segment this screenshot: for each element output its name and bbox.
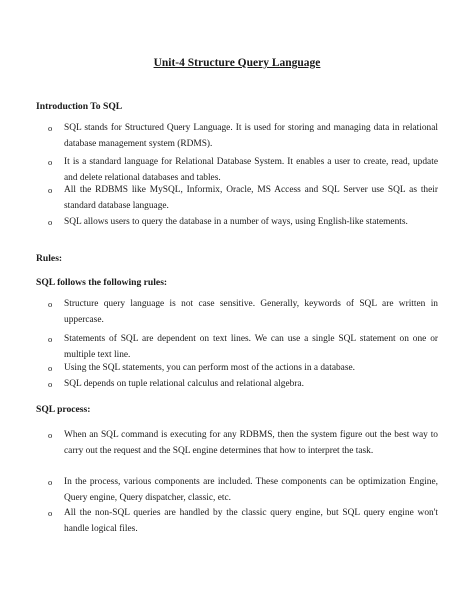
list-item-text: When an SQL command is executing for any RDBMS, then the system figure out the best way to carry out the request and the SQL engine determines that how to interpret the task. [64, 430, 438, 457]
list-item [36, 331, 438, 364]
bullet-marker: o [48, 363, 53, 373]
section-heading-rules: Rules: [36, 253, 63, 264]
list-item [36, 214, 438, 230]
list-item-text: All the non-SQL queries are handled by the classic query engine, but SQL query engine won't handle logical files. [64, 508, 438, 535]
list-item [36, 376, 438, 392]
section-heading-process: SQL process: [36, 404, 91, 415]
list-item-text: All the RDBMS like MySQL, Informix, Oracle, MS Access and SQL Server use SQL as their standard database language. [64, 185, 438, 212]
bullet-marker: o [48, 508, 53, 518]
list-item-text: It is a standard language for Relational Database System. It enables a user to create, read, update and delete relational databases and tables. [64, 157, 438, 184]
bullet-marker: o [48, 477, 53, 487]
bullet-marker: o [48, 157, 53, 167]
list-item [36, 360, 438, 376]
list-item [36, 182, 438, 215]
list-item [36, 505, 438, 538]
list-item-text: In the process, various components are included. These components can be optimization Engine, Query engine, Query dispatcher, classic, etc. [64, 477, 438, 504]
list-item-text: Structure query language is not case sensitive. Generally, keywords of SQL are written in uppercase. [64, 299, 438, 326]
bullet-marker: o [48, 185, 53, 195]
bullet-marker: o [48, 299, 53, 309]
list-item [36, 296, 438, 329]
list-item-text: Using the SQL statements, you can perform most of the actions in a database. [64, 363, 355, 373]
list-item [36, 474, 438, 507]
page-title: Unit-4 Structure Query Language [153, 57, 321, 69]
list-item [36, 427, 438, 460]
bullet-marker: o [48, 430, 53, 440]
list-item-text: SQL stands for Structured Query Language. It is used for storing and managing data in relational database management system (RDMS). [64, 123, 438, 150]
section-subheading-rules: SQL follows the following rules: [36, 277, 168, 288]
list-item-text: SQL depends on tuple relational calculus and relational algebra. [64, 379, 304, 389]
bullet-marker: o [48, 217, 53, 227]
list-item [36, 120, 438, 153]
bullet-marker: o [48, 379, 53, 389]
bullet-marker: o [48, 334, 53, 344]
bullet-marker: o [48, 123, 53, 133]
list-item-text: Statements of SQL are dependent on text lines. We can use a single SQL statement on one or multiple text line. [64, 334, 438, 361]
section-heading-introduction: Introduction To SQL [36, 101, 123, 112]
list-item-text: SQL allows users to query the database in a number of ways, using English-like statements. [64, 217, 408, 227]
